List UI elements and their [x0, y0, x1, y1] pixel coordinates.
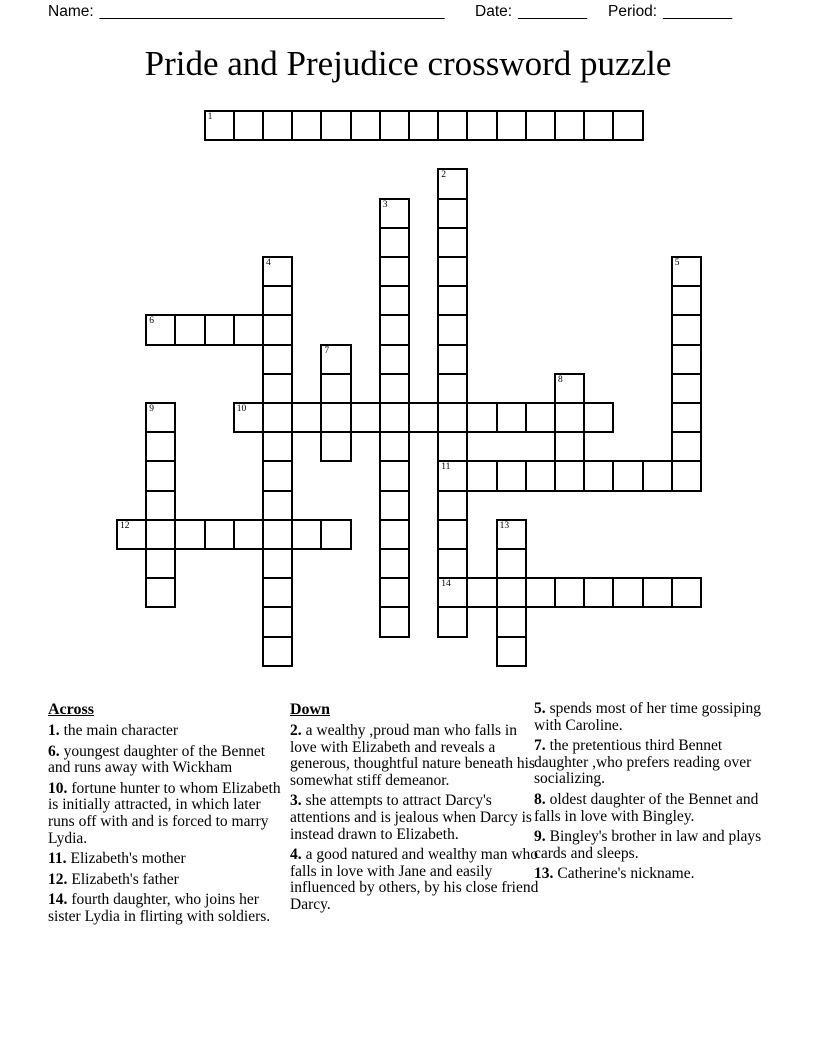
clue-item: [48, 781, 286, 847]
grid-cell[interactable]: [466, 460, 497, 491]
clue-number: 13.: [534, 865, 554, 883]
cell-number: 1: [207, 112, 213, 122]
grid-cell[interactable]: [437, 285, 468, 316]
grid-cell[interactable]: [437, 606, 468, 637]
grid-cell[interactable]: [262, 431, 293, 462]
clue-number: 8.: [534, 790, 546, 808]
grid-cell[interactable]: [379, 460, 410, 491]
grid-cell[interactable]: [233, 519, 264, 550]
cell-number: 2: [441, 170, 446, 181]
grid-cell[interactable]: [437, 373, 468, 404]
grid-cell[interactable]: [466, 402, 497, 433]
grid-cell[interactable]: [554, 460, 585, 491]
grid-cell[interactable]: [320, 110, 351, 141]
grid-cell[interactable]: [554, 402, 585, 433]
clue-number: 1.: [48, 722, 60, 739]
name-field: [48, 3, 444, 21]
cell-number: 3: [382, 199, 388, 210]
grid-cell[interactable]: [379, 431, 410, 462]
grid-cell[interactable]: [379, 577, 410, 608]
grid-cell[interactable]: [379, 227, 410, 258]
grid-cell[interactable]: [525, 110, 556, 141]
clue-text: oldest daughter of the Bennet and falls in love with Bingley.: [534, 790, 759, 825]
grid-cell[interactable]: [262, 110, 293, 141]
grid-cell[interactable]: [408, 110, 439, 141]
clue-text: Elizabeth's mother: [70, 850, 186, 868]
grid-cell[interactable]: [554, 110, 585, 141]
grid-cell[interactable]: [262, 636, 293, 667]
date-label: Date:: [475, 3, 513, 20]
grid-cell[interactable]: [554, 373, 585, 404]
grid-cell[interactable]: [466, 110, 497, 141]
clue-text: spends most of her time gossiping with Caroline.: [534, 700, 762, 734]
grid-cell[interactable]: [379, 402, 410, 433]
clue-list-heading: Across: [48, 701, 94, 718]
grid-cell[interactable]: [437, 314, 468, 345]
grid-cell[interactable]: [671, 431, 702, 462]
cell-number: 13: [499, 520, 510, 531]
clue-item: [290, 847, 540, 913]
clue-number: 9.: [534, 828, 546, 846]
clue-text: fourth daughter, who joins her sister Lydia in flirting with soldiers.: [48, 891, 271, 925]
clue-item: [534, 829, 769, 862]
cell-number: 8: [558, 374, 563, 385]
grid-cell[interactable]: [145, 548, 176, 579]
grid-cell[interactable]: [291, 402, 322, 433]
grid-cell[interactable]: [174, 314, 205, 345]
grid-cell[interactable]: [320, 402, 351, 433]
grid-cell[interactable]: [379, 285, 410, 316]
grid-cell[interactable]: [379, 344, 410, 375]
clue-text: she attempts to attract Darcy's attentions and is jealous when Darcy is instead drawn to Elizabeth.: [290, 792, 532, 843]
period-field: [608, 3, 732, 21]
grid-cell[interactable]: [466, 577, 497, 608]
grid-cell[interactable]: [262, 402, 293, 433]
grid-cell[interactable]: [496, 519, 527, 550]
clue-number: 6.: [48, 742, 60, 760]
clue-item: [48, 872, 286, 889]
clue-item: [48, 744, 286, 777]
clue-text: youngest daughter of the Bennet and runs away with Wickham: [48, 742, 266, 777]
grid-cell[interactable]: [145, 577, 176, 608]
grid-cell[interactable]: [671, 460, 702, 491]
clue-text: Bingley's brother in law and plays cards and sleeps.: [534, 828, 762, 862]
name-label: Name:: [48, 3, 94, 20]
name-blank-line[interactable]: ________________________________________: [99, 3, 445, 20]
grid-cell[interactable]: [437, 431, 468, 462]
grid-cell[interactable]: [583, 110, 614, 141]
clue-text: Elizabeth's father: [71, 870, 179, 888]
grid-cell[interactable]: [145, 402, 176, 433]
date-blank-line[interactable]: ________: [518, 3, 588, 20]
grid-cell[interactable]: [145, 314, 176, 345]
grid-cell[interactable]: [583, 460, 614, 491]
clue-text: the main character: [63, 722, 179, 739]
grid-cell[interactable]: [262, 577, 293, 608]
grid-cell[interactable]: [671, 314, 702, 345]
clue-number: 7.: [534, 737, 546, 755]
grid-cell[interactable]: [262, 606, 293, 637]
page-title: Pride and Prejudice crossword puzzle: [144, 44, 672, 83]
grid-cell[interactable]: [642, 460, 673, 491]
grid-cell[interactable]: [525, 577, 556, 608]
grid-cell[interactable]: [262, 256, 293, 287]
grid-cell[interactable]: [496, 402, 527, 433]
grid-cell[interactable]: [379, 519, 410, 550]
clue-column: [290, 701, 540, 918]
grid-cell[interactable]: [233, 402, 264, 433]
cell-number: 10: [236, 404, 247, 414]
grid-cell[interactable]: [525, 402, 556, 433]
grid-cell[interactable]: [262, 285, 293, 316]
grid-cell[interactable]: [320, 344, 351, 375]
grid-cell[interactable]: [496, 460, 527, 491]
grid-cell[interactable]: [379, 110, 410, 141]
clue-column: [534, 701, 769, 887]
grid-cell[interactable]: [291, 110, 322, 141]
grid-cell[interactable]: [583, 402, 614, 433]
grid-cell[interactable]: [262, 314, 293, 345]
grid-cell[interactable]: [379, 490, 410, 521]
cell-number: 7: [324, 345, 330, 356]
cell-number: 12: [120, 520, 130, 531]
grid-cell[interactable]: [437, 168, 468, 199]
clue-number: 2.: [290, 722, 302, 739]
grid-cell[interactable]: [671, 344, 702, 375]
grid-cell[interactable]: [554, 431, 585, 462]
clue-item: [290, 723, 540, 789]
grid-cell[interactable]: [671, 256, 702, 287]
grid-cell[interactable]: [554, 577, 585, 608]
period-blank-line[interactable]: ________: [663, 3, 733, 20]
grid-cell[interactable]: [379, 256, 410, 287]
clue-item: [534, 701, 769, 734]
grid-cell[interactable]: [437, 490, 468, 521]
grid-cell[interactable]: [379, 314, 410, 345]
clue-item: [290, 793, 540, 843]
grid-cell[interactable]: [437, 460, 468, 491]
clue-item: [48, 723, 286, 740]
grid-cell[interactable]: [437, 256, 468, 287]
grid-cell[interactable]: [671, 373, 702, 404]
grid-cell[interactable]: [145, 460, 176, 491]
grid-cell[interactable]: [350, 110, 381, 141]
grid-cell[interactable]: [612, 460, 643, 491]
clue-number: 12.: [48, 870, 68, 888]
grid-cell[interactable]: [379, 606, 410, 637]
grid-cell[interactable]: [145, 519, 176, 550]
grid-cell[interactable]: [437, 519, 468, 550]
clue-text: the pretentious third Bennet daughter ,who prefers reading over socializing.: [534, 737, 752, 788]
clue-number: 10.: [48, 779, 68, 797]
grid-cell[interactable]: [437, 577, 468, 608]
clue-number: 4.: [290, 846, 302, 864]
clue-text: Catherine's nickname.: [557, 865, 695, 883]
clue-item: [48, 851, 286, 868]
grid-cell[interactable]: [262, 519, 293, 550]
clue-item: [534, 738, 769, 788]
grid-cell[interactable]: [320, 373, 351, 404]
crossword-grid: [116, 110, 703, 668]
clue-number: 14.: [48, 891, 68, 909]
cell-number: 4: [266, 258, 271, 268]
grid-cell[interactable]: [204, 314, 235, 345]
grid-cell[interactable]: [437, 344, 468, 375]
grid-cell[interactable]: [204, 519, 235, 550]
grid-cell[interactable]: [262, 460, 293, 491]
grid-cell[interactable]: [320, 431, 351, 462]
grid-cell[interactable]: [496, 548, 527, 579]
grid-cell[interactable]: [612, 110, 643, 141]
grid-cell[interactable]: [320, 519, 351, 550]
grid-cell[interactable]: [116, 519, 147, 550]
grid-cell[interactable]: [204, 110, 235, 141]
grid-cell[interactable]: [437, 198, 468, 229]
grid-cell[interactable]: [379, 373, 410, 404]
grid-cell[interactable]: [379, 198, 410, 229]
clue-text: fortune hunter to whom Elizabeth is initially attracted, in which later runs off with and is forced to marry Lydia.: [48, 779, 281, 847]
grid-cell[interactable]: [525, 460, 556, 491]
grid-cell[interactable]: [437, 548, 468, 579]
grid-cell[interactable]: [437, 402, 468, 433]
clue-number: 3.: [290, 792, 302, 810]
grid-cell[interactable]: [642, 577, 673, 608]
grid-cell[interactable]: [233, 314, 264, 345]
grid-cell[interactable]: [262, 344, 293, 375]
grid-cell[interactable]: [145, 431, 176, 462]
grid-cell[interactable]: [262, 548, 293, 579]
cell-number: 11: [441, 462, 451, 473]
clue-list-heading: Down: [290, 701, 331, 718]
grid-cell[interactable]: [496, 110, 527, 141]
grid-cell[interactable]: [671, 577, 702, 608]
grid-cell[interactable]: [262, 373, 293, 404]
grid-cell[interactable]: [496, 606, 527, 637]
grid-cell[interactable]: [437, 110, 468, 141]
clue-item: [48, 892, 286, 925]
clue-column: [48, 701, 286, 930]
grid-cell[interactable]: [583, 577, 614, 608]
cell-number: 9: [149, 404, 154, 414]
grid-cell[interactable]: [174, 519, 205, 550]
clue-item: [534, 792, 769, 825]
grid-cell[interactable]: [612, 577, 643, 608]
cell-number: 5: [674, 258, 680, 268]
cell-number: 6: [149, 316, 154, 327]
clue-item: [534, 866, 769, 883]
grid-cell[interactable]: [262, 490, 293, 521]
clue-number: 11.: [48, 850, 67, 868]
period-label: Period:: [608, 3, 658, 20]
grid-cell[interactable]: [379, 548, 410, 579]
grid-cell[interactable]: [671, 285, 702, 316]
grid-cell[interactable]: [291, 519, 322, 550]
clue-text: a wealthy ,proud man who falls in love with Elizabeth and reveals a generous, thoughtful nature beneath his somewhat stiff demeanor.: [290, 722, 535, 789]
grid-cell[interactable]: [350, 402, 381, 433]
grid-cell[interactable]: [145, 490, 176, 521]
grid-cell[interactable]: [496, 577, 527, 608]
clue-number: 5.: [534, 700, 546, 717]
cell-number: 14: [441, 579, 451, 590]
grid-cell[interactable]: [671, 402, 702, 433]
grid-cell[interactable]: [233, 110, 264, 141]
grid-cell[interactable]: [437, 227, 468, 258]
grid-cell[interactable]: [496, 636, 527, 667]
date-field: [475, 3, 587, 21]
clue-text: a good natured and wealthy man who falls in love with Jane and easily influenced by others, by his close friend Darcy.: [290, 846, 539, 913]
grid-cell[interactable]: [408, 402, 439, 433]
